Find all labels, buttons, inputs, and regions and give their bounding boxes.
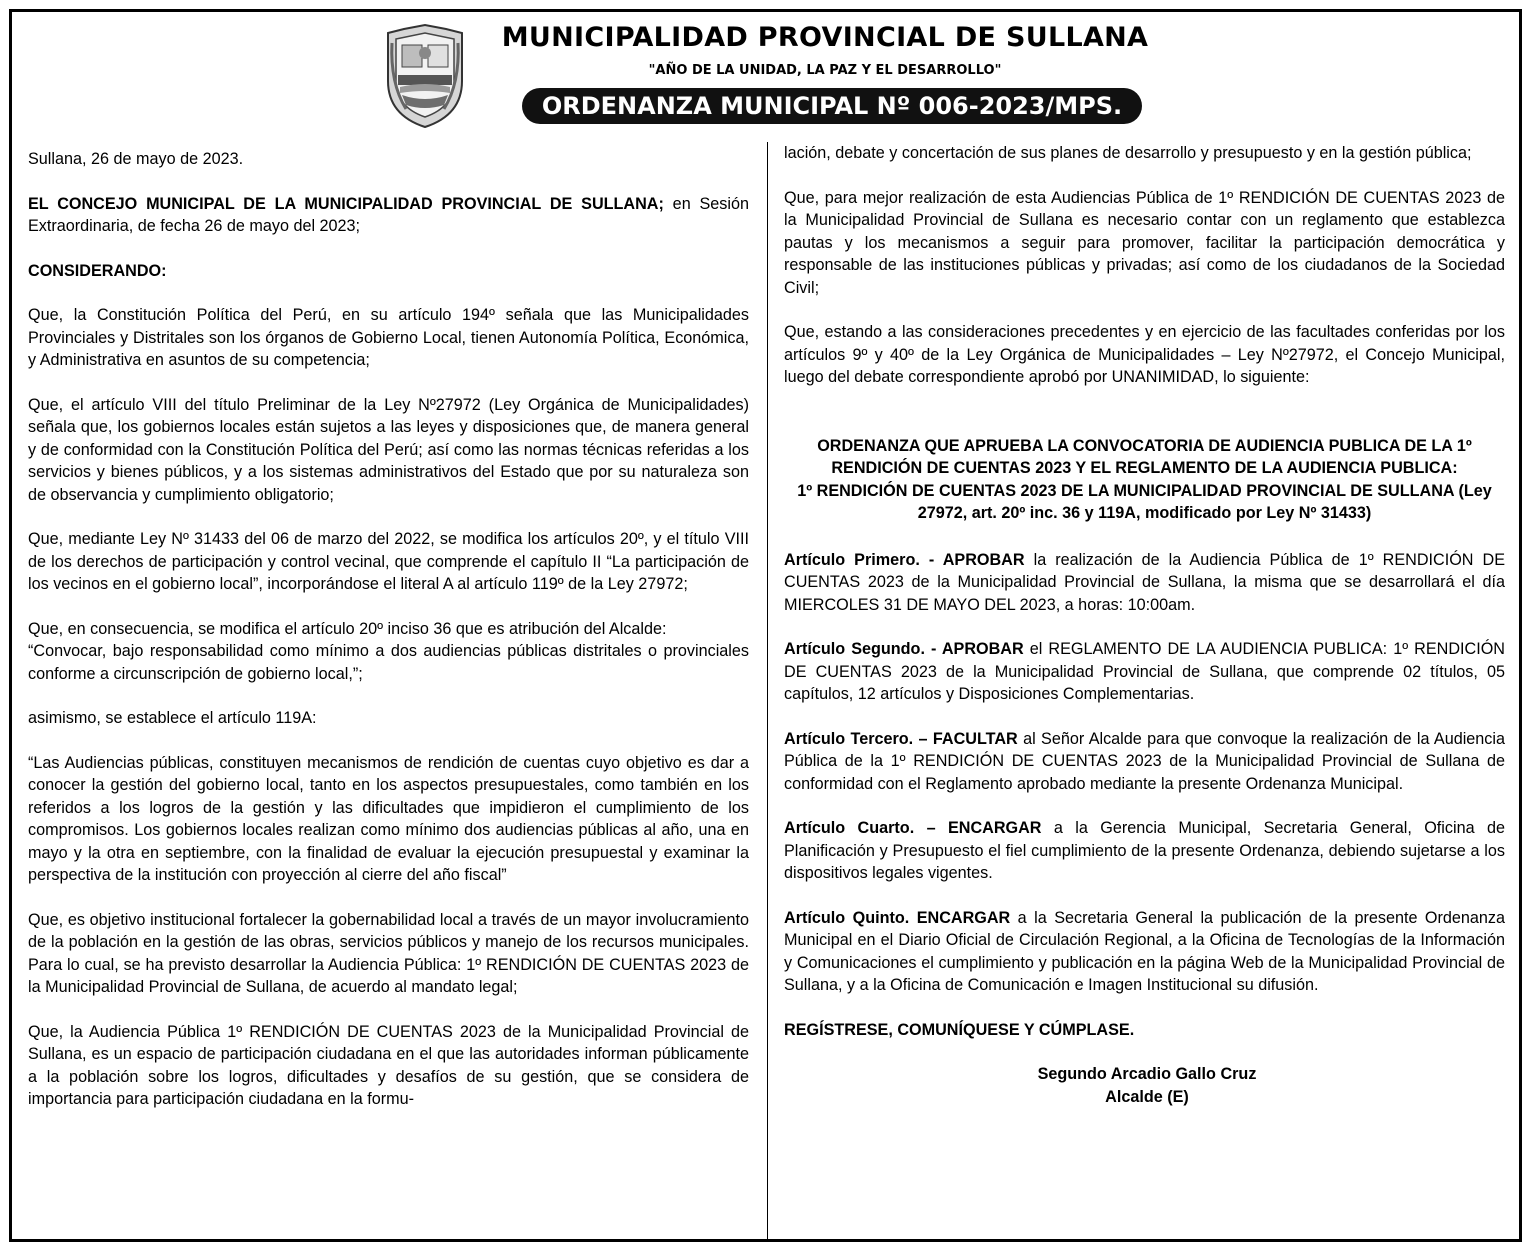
paragraph: Que, la Constitución Política del Perú, en su artículo 194º señala que las Municipalidades Provinciales y Distritales son los órganos de Gobierno Local, tienen Autonomía Política, Económica, y Administrativa en asuntos de su competencia; <box>28 306 749 369</box>
year-motto: "AÑO DE LA UNIDAD, LA PAZ Y EL DESARROLLO" <box>648 63 1002 78</box>
article-verb: APROBAR <box>942 550 1025 569</box>
council-paragraph <box>28 193 749 238</box>
page-title: MUNICIPALIDAD PROVINCIAL DE SULLANA <box>501 22 1149 53</box>
paragraph: lación, debate y concertación de sus planes de desarrollo y presupuesto y en la gestión pública; <box>784 144 1472 162</box>
ordinance-number-badge: ORDENANZA MUNICIPAL Nº 006-2023/MPS. <box>522 88 1142 124</box>
paragraph: Que, para mejor realización de esta Audiencias Pública de 1º RENDICIÓN DE CUENTAS 2023 de la Municipalidad Provincial de Sullana es necesario contar con un reglamento que establezca pautas y los mecanismos a seguir para promover, facilitar la participación democrática y responsable de las instituciones públicas y privadas; así como de los ciudadanos de la Sociedad Civil; <box>784 188 1505 297</box>
article-3 <box>784 728 1505 796</box>
article-verb: ENCARGAR <box>916 908 1011 927</box>
paragraph: Que, es objetivo institucional fortalecer la gobernabilidad local a través de un mayor involucramiento de la población en la gestión de las obras, servicios públicos y manejo de los recursos municipales. Para lo cual, se ha previsto desarrollar la Audiencia Pública: 1º RENDICIÓN DE CUENTAS 2023 de la Municipalidad Provincial de Sullana, de acuerdo al mandato legal; <box>28 910 749 996</box>
left-column <box>28 148 749 1133</box>
article-verb: ENCARGAR <box>947 819 1042 837</box>
signer-name: Segundo Arcadio Gallo Cruz <box>1037 1065 1257 1083</box>
article-label: Artículo Quinto. <box>784 908 917 927</box>
council-session: en Sesión Extraordinaria, de fecha 26 de mayo del 2023; <box>28 194 749 235</box>
signature-block <box>789 1063 1505 1108</box>
article-verb: APROBAR <box>941 640 1024 658</box>
column-divider <box>767 142 768 1242</box>
article-5 <box>784 907 1505 997</box>
article-label: Artículo Cuarto. – <box>784 819 948 837</box>
signer-title: Alcalde (E) <box>1105 1087 1189 1106</box>
article-2 <box>784 638 1505 706</box>
paragraph <box>28 618 749 686</box>
paragraph: Que, la Audiencia Pública 1º RENDICIÓN DE CUENTAS 2023 de la Municipalidad Provincial de Sullana, es un espacio de participación ciudadana en el que las autoridades informan públicamente a la población sobre los logros, dificultades y desafíos de su gestión, que se considera de importancia para participación ciudadana en la formu- <box>28 1022 749 1108</box>
article-label: Artículo Primero. - <box>784 550 943 569</box>
header <box>0 0 1535 140</box>
article-text: la realización de la Audiencia Pública de 1º RENDICIÓN DE CUENTAS 2023 de la Municipalidad Provincial de Sullana, la misma que se desarrollará el día MIERCOLES 31 DE MAYO DEL 2023, a horas: 10:00am. <box>784 550 1505 614</box>
quote-paragraph: “Las Audiencias públicas, constituyen mecanismos de rendición de cuentas cuyo objetivo es dar a conocer la gestión del gobierno local, tanto en los aspectos presupuestales, como también en los referidos a los logros de la gestión y las dificultades que impidieron el cumplimiento de los compromisos. Los gobiernos locales realizan como mínimo dos audiencias públicas al año, una en mayo y la otra en septiembre, con la finalidad de evaluar la ejecución presupuestal y examinar la perspectiva de la institución con proyección al cierre del año fiscal” <box>28 753 749 884</box>
article-4 <box>784 817 1505 885</box>
article-text: el REGLAMENTO DE LA AUDIENCIA PUBLICA: 1º RENDICIÓN DE CUENTAS 2023 de la Municipalidad Provincial de Sullana, que comprende 02 títulos, 05 capítulos, 12 artículos y Disposiciones Complementarias. <box>784 640 1505 703</box>
paragraph: Que, el artículo VIII del título Preliminar de la Ley Nº27972 (Ley Orgánica de Municipalidades) señala que, los gobiernos locales están sujetos a las leyes y disposiciones que, de manera general y de conformidad con la Constitución Política del Perú; así como las normas técnicas referidas a los servicios y bienes públicos, y a los sistemas administrativos del Estado que por su naturaleza son de observancia y cumplimiento obligatorio; <box>28 395 749 504</box>
paragraph: asimismo, se establece el artículo 119A: <box>28 709 317 727</box>
closing-formula: REGÍSTRESE, COMUNÍQUESE Y CÚMPLASE. <box>784 1020 1135 1039</box>
article-text: a la Secretaria General la publicación de la presente Ordenanza Municipal en el Diario Oficial de Circulación Regional, a la Oficina de Tecnologías de la Información y Comunicaciones el cumplimiento y publicación en la página Web de la Municipalidad Provincial de Sullana, y a la Oficina de Comunicación e Imagen Institucional su difusión. <box>784 908 1505 994</box>
considerando-heading: CONSIDERANDO: <box>28 261 167 280</box>
ordinance-title <box>784 435 1505 525</box>
article-label: Artículo Segundo. - <box>784 640 942 658</box>
ordinance-title-line: ORDENANZA QUE APRUEBA LA CONVOCATORIA DE AUDIENCIA PUBLICA DE LA 1º RENDICIÓN DE CUENTAS 2023 Y EL REGLAMENTO DE LA AUDIENCIA PUBLICA: <box>817 436 1472 477</box>
article-1 <box>784 549 1505 617</box>
article-text: al Señor Alcalde para que convoque la realización de la Audiencia Pública de la 1º RENDICIÓN DE CUENTAS 2023 de la Municipalidad Provincial de Sullana de conformidad con el Reglamento aprobado mediante la presente Ordenanza Municipal. <box>784 729 1506 793</box>
article-verb: FACULTAR <box>932 729 1018 748</box>
article-label: Artículo Tercero. – <box>784 729 933 748</box>
paragraph: Que, estando a las consideraciones precedentes y en ejercicio de las facultades conferidas por los artículos 9º y 40º de la Ley Orgánica de Municipalidades – Ley Nº27972, el Concejo Municipal, luego del debate correspondiente aprobó por UNANIMIDAD, lo siguiente: <box>784 323 1505 386</box>
coat-of-arms-icon <box>384 23 466 129</box>
article-text: a la Gerencia Municipal, Secretaria General, Oficina de Planificación y Presupuesto el fiel cumplimiento de la presente Ordenanza, debiendo sujetarse a los dispositivos legales vigentes. <box>784 819 1505 882</box>
council-name: EL CONCEJO MUNICIPAL DE LA MUNICIPALIDAD PROVINCIAL DE SULLANA; <box>28 194 664 213</box>
paragraph-intro: Que, en consecuencia, se modifica el artículo 20º inciso 36 que es atribución del Alcalde: <box>28 619 667 638</box>
right-column <box>784 142 1505 1108</box>
date-line: Sullana, 26 de mayo de 2023. <box>28 150 244 168</box>
paragraph: Que, mediante Ley Nº 31433 del 06 de marzo del 2022, se modifica los artículos 20º, y el título VIII de los derechos de participación y control vecinal, que comprende el capítulo II “La participación de los vecinos en el gobierno local”, incorporándose el literal A al artículo 119º de la Ley 27972; <box>28 530 749 593</box>
quote: “Convocar, bajo responsabilidad como mínimo a dos audiencias públicas distritales o provinciales conforme a circunscripción de gobierno local,”; <box>28 642 749 683</box>
ordinance-title-line: 1º RENDICIÓN DE CUENTAS 2023 DE LA MUNICIPALIDAD PROVINCIAL DE SULLANA (Ley 27972, art. 20º inc. 36 y 119A, modificado por Ley Nº 31433) <box>797 481 1492 522</box>
